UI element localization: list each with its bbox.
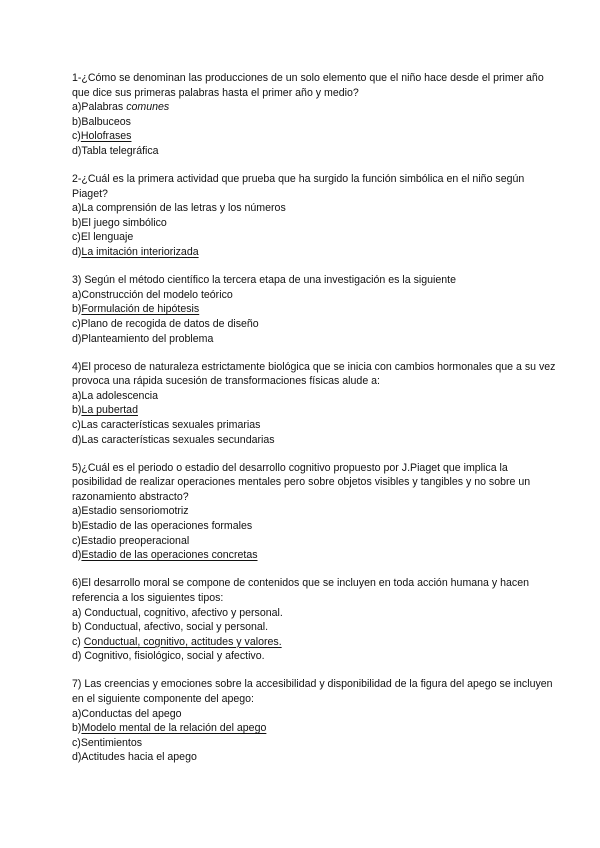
option-d: [72, 245, 560, 260]
correct-answer: Holofrases: [80, 130, 132, 143]
option-italic-text: comunes: [126, 101, 170, 114]
option-b: [72, 302, 560, 317]
option-prefix: b): [72, 216, 82, 229]
option-prefix: c): [72, 231, 81, 244]
question-text: 6)El desarrollo moral se compone de contenidos que se incluyen en toda acción humana y hacen referencia a los siguientes tipos:: [72, 577, 529, 604]
question-text: 7) Las creencias y emociones sobre la accesibilidad y disponibilidad de la figura del apego se incluyen en el siguiente componente del apego:: [72, 678, 553, 705]
option-text: La adolescencia: [81, 389, 158, 402]
option-text: Construcción del modelo teórico: [81, 288, 233, 301]
option-d: [72, 750, 560, 765]
option-b: [72, 403, 560, 418]
option-prefix: d): [72, 144, 82, 157]
option-prefix: d): [72, 751, 82, 764]
option-prefix: c): [72, 130, 81, 143]
question-text: 2-¿Cuál es la primera actividad que prueba que ha surgido la función simbólica en el niño según Piaget?: [72, 173, 525, 200]
correct-answer: La pubertad: [81, 404, 138, 417]
option-text: El lenguaje: [80, 231, 134, 244]
option-a: [72, 606, 560, 621]
correct-answer: Formulación de hipótesis: [81, 303, 200, 316]
question-2: [72, 172, 560, 260]
option-prefix: b): [72, 621, 85, 634]
question-3: [72, 273, 560, 346]
option-a: [72, 389, 560, 404]
option-prefix: c): [72, 418, 81, 431]
option-b: [72, 216, 560, 231]
option-c: [72, 129, 560, 144]
option-d: [72, 433, 560, 448]
option-b: [72, 519, 560, 534]
option-prefix: d): [72, 332, 82, 345]
option-prefix: d): [72, 246, 82, 259]
option-prefix: a): [72, 202, 82, 215]
question-1: [72, 71, 560, 159]
option-prefix: c): [72, 534, 81, 547]
option-prefix: a): [72, 389, 82, 402]
option-a: [72, 504, 560, 519]
correct-answer: Conductual, cognitivo, actitudes y valores.: [83, 635, 282, 648]
option-prefix: d): [72, 549, 82, 562]
question-text: 4)El proceso de naturaleza estrictamente biológica que se inicia con cambios hormonales que a su vez provoca una rápida sucesión de transformaciones físicas alude a:: [72, 360, 556, 388]
option-prefix: b): [72, 404, 82, 417]
option-b: [72, 115, 560, 130]
option-text: Tabla telegráfica: [81, 144, 159, 157]
option-prefix: a): [72, 505, 82, 518]
option-text: Actitudes hacia el apego: [81, 751, 197, 764]
correct-answer: La imitación interiorizada: [81, 246, 199, 259]
option-d: [72, 144, 560, 159]
option-prefix: b): [72, 722, 82, 735]
option-text: Cognitivo, fisiológico, social y afectivo.: [84, 650, 265, 663]
option-text: Palabras: [81, 101, 127, 114]
option-c: [72, 736, 560, 751]
option-d: [72, 332, 560, 347]
option-prefix: b): [72, 520, 82, 533]
option-c: [72, 534, 560, 549]
option-prefix: a): [72, 101, 82, 114]
option-c: [72, 418, 560, 433]
option-a: [72, 707, 560, 722]
option-text: Balbuceos: [81, 115, 131, 128]
question-5: [72, 461, 560, 563]
option-c: [72, 635, 560, 650]
option-text: Plano de recogida de datos de diseño: [80, 317, 259, 330]
option-text: El juego simbólico: [81, 216, 167, 229]
option-text: Conductual, afectivo, social y personal.: [84, 621, 269, 634]
option-text: Planteamiento del problema: [81, 332, 214, 345]
option-a: [72, 100, 560, 115]
option-prefix: a): [72, 707, 82, 720]
question-text: 5)¿Cuál es el periodo o estadio del desarrollo cognitivo propuesto por J.Piaget que implica la posibilidad de realizar operaciones mentales pero sobre objetos visibles y tangibles y no sobre un razonamiento abstracto?: [72, 461, 531, 503]
option-d: [72, 649, 560, 664]
option-a: [72, 201, 560, 216]
question-text: 3) Según el método científico la tercera etapa de una investigación es la siguiente: [72, 274, 456, 287]
option-prefix: d): [72, 433, 82, 446]
option-prefix: c): [72, 736, 81, 749]
option-prefix: a): [72, 288, 82, 301]
option-prefix: d): [72, 650, 85, 663]
option-text: Estadio sensoriomotriz: [81, 505, 189, 518]
correct-answer: Estadio de las operaciones concretas: [81, 549, 258, 562]
option-d: [72, 548, 560, 563]
option-prefix: c): [72, 317, 81, 330]
option-prefix: b): [72, 115, 82, 128]
option-text: Sentimientos: [80, 736, 143, 749]
option-text: Conductas del apego: [81, 707, 182, 720]
option-text: La comprensión de las letras y los números: [81, 202, 286, 215]
question-text: 1-¿Cómo se denominan las producciones de un solo elemento que el niño hace desde el primer año que dice sus primeras palabras hasta el primer año y medio?: [72, 72, 544, 99]
option-text: Estadio de las operaciones formales: [81, 520, 253, 533]
option-prefix: c): [72, 635, 84, 648]
option-c: [72, 317, 560, 332]
option-prefix: b): [72, 303, 82, 316]
option-b: [72, 620, 560, 635]
correct-answer: Modelo mental de la relación del apego: [81, 722, 267, 735]
option-a: [72, 288, 560, 303]
option-text: Las características sexuales secundarias: [81, 433, 275, 446]
option-text: Conductual, cognitivo, afectivo y personal.: [84, 606, 283, 619]
option-c: [72, 230, 560, 245]
question-4: [72, 360, 560, 448]
question-6: [72, 576, 560, 664]
option-text: Las características sexuales primarias: [80, 418, 261, 431]
option-b: [72, 721, 560, 736]
question-7: [72, 677, 560, 765]
option-prefix: a): [72, 606, 85, 619]
option-text: Estadio preoperacional: [80, 534, 190, 547]
